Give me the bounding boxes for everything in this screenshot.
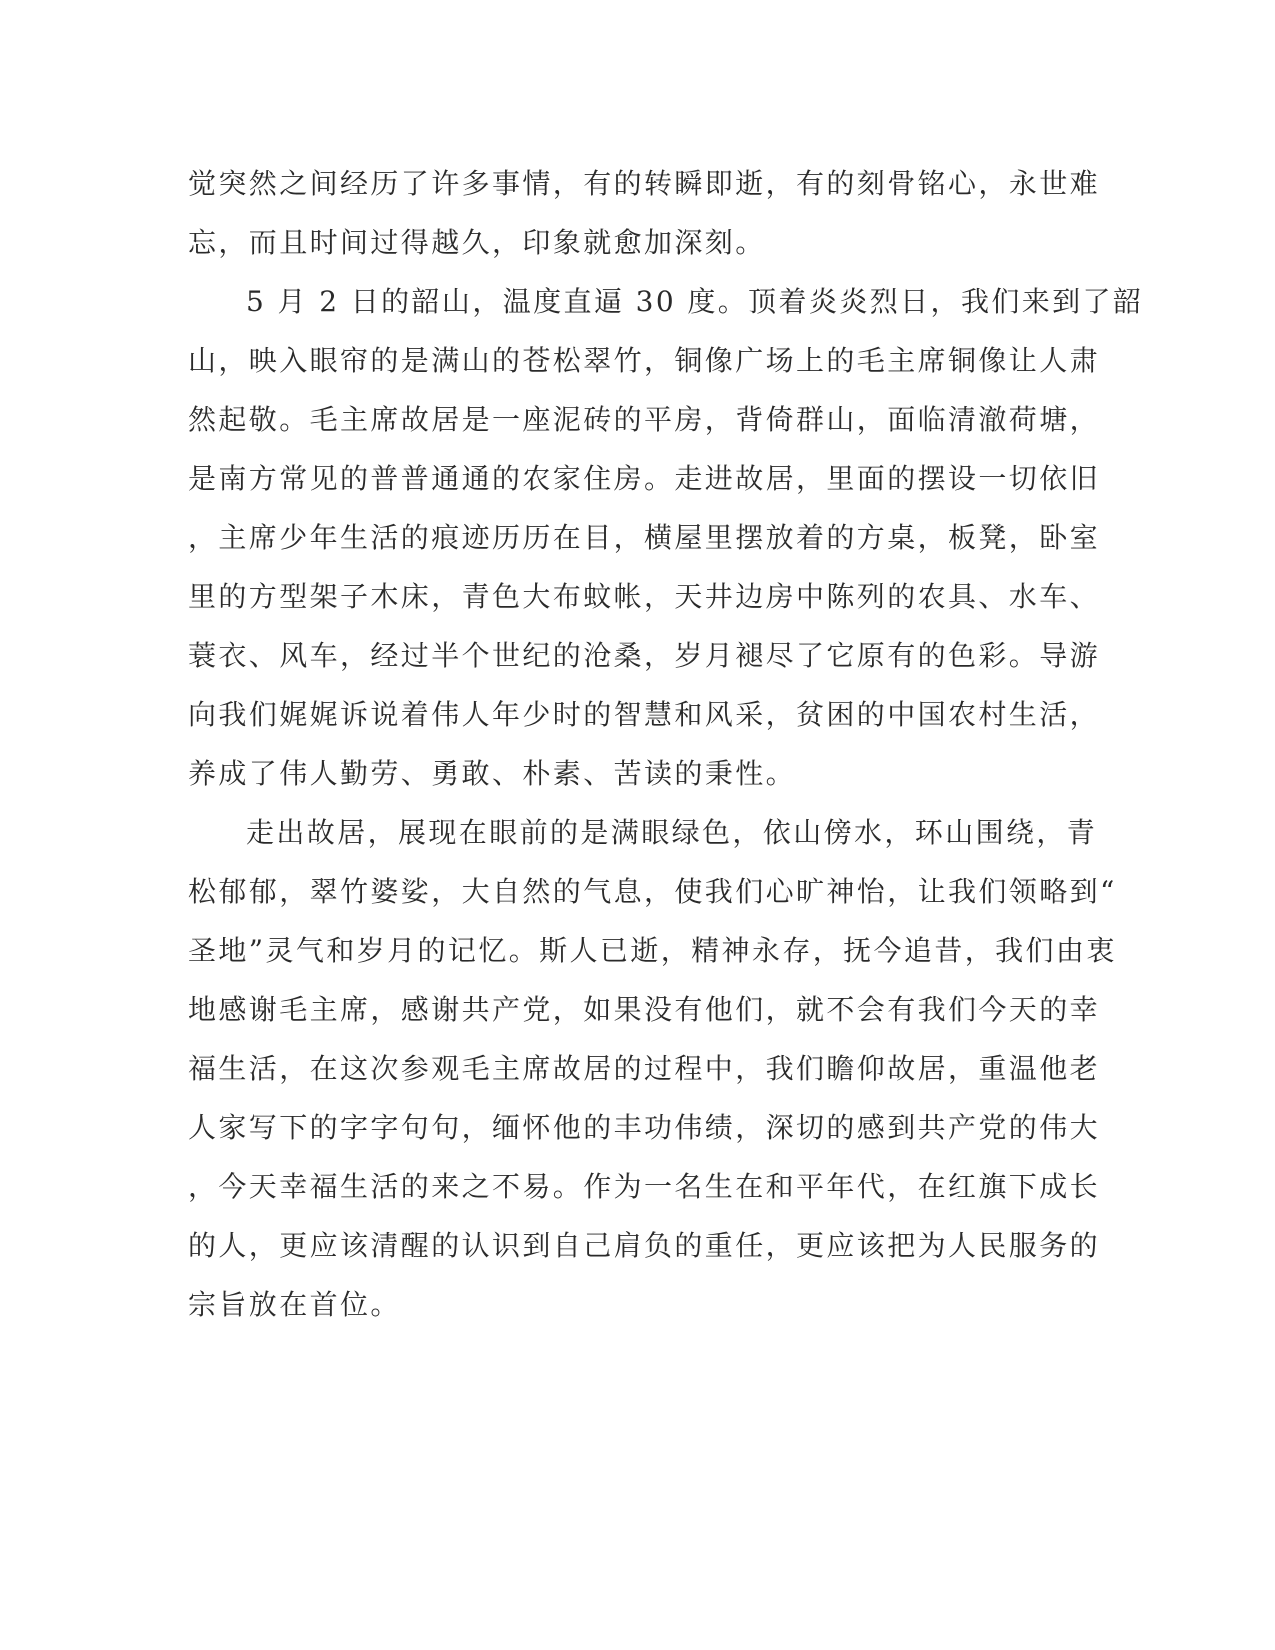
text-line: 蓑衣、风车，经过半个世纪的沧桑，岁月褪尽了它原有的色彩。导游 <box>188 639 1101 672</box>
text-line: 然起敬。毛主席故居是一座泥砖的平房，背倚群山，面临清澈荷塘， <box>188 403 1101 436</box>
text-line: 觉突然之间经历了许多事情，有的转瞬即逝，有的刻骨铭心，永世难 <box>188 167 1101 200</box>
text-line: 里的方型架子木床，青色大布蚊帐，天井边房中陈列的农具、水车、 <box>188 580 1101 613</box>
text-line: 地感谢毛主席，感谢共产党，如果没有他们，就不会有我们今天的幸 <box>188 993 1101 1026</box>
text-line: 福生活，在这次参观毛主席故居的过程中，我们瞻仰故居，重温他老 <box>188 1052 1101 1085</box>
text-line: 养成了伟人勤劳、勇敢、朴素、苦读的秉性。 <box>188 757 797 790</box>
text-line: 人家写下的字字句句，缅怀他的丰功伟绩，深切的感到共产党的伟大 <box>188 1111 1101 1144</box>
text-line: 是南方常见的普普通通的农家住房。走进故居，里面的摆设一切依旧 <box>188 462 1101 495</box>
text-line: 松郁郁，翠竹婆娑，大自然的气息，使我们心旷神怡，让我们领略到“ <box>188 875 1117 908</box>
text-line: 忘，而且时间过得越久，印象就愈加深刻。 <box>188 226 766 259</box>
text-line: 向我们娓娓诉说着伟人年少时的智慧和风采，贫困的中国农村生活， <box>188 698 1101 731</box>
text-line: 圣地”灵气和岁月的记忆。斯人已逝，精神永存，抚今追昔，我们由衷 <box>188 934 1117 967</box>
text-line: 的人，更应该清醒的认识到自己肩负的重任，更应该把为人民服务的 <box>188 1229 1101 1262</box>
text-line: 山，映入眼帘的是满山的苍松翠竹，铜像广场上的毛主席铜像让人肃 <box>188 344 1101 377</box>
body-text <box>188 154 1144 1334</box>
text-line: ，今天幸福生活的来之不易。作为一名生在和平年代，在红旗下成长 <box>188 1170 1101 1203</box>
paragraph-first-line: 走出故居，展现在眼前的是满眼绿色，依山傍水，环山围绕，青 <box>246 816 1098 849</box>
text-line: ，主席少年生活的痕迹历历在目，横屋里摆放着的方桌，板凳，卧室 <box>188 521 1101 554</box>
paragraph-first-line: 5 月 2 日的韶山，温度直逼 30 度。顶着炎炎烈日，我们来到了韶 <box>246 285 1144 318</box>
text-line: 宗旨放在首位。 <box>188 1288 401 1321</box>
